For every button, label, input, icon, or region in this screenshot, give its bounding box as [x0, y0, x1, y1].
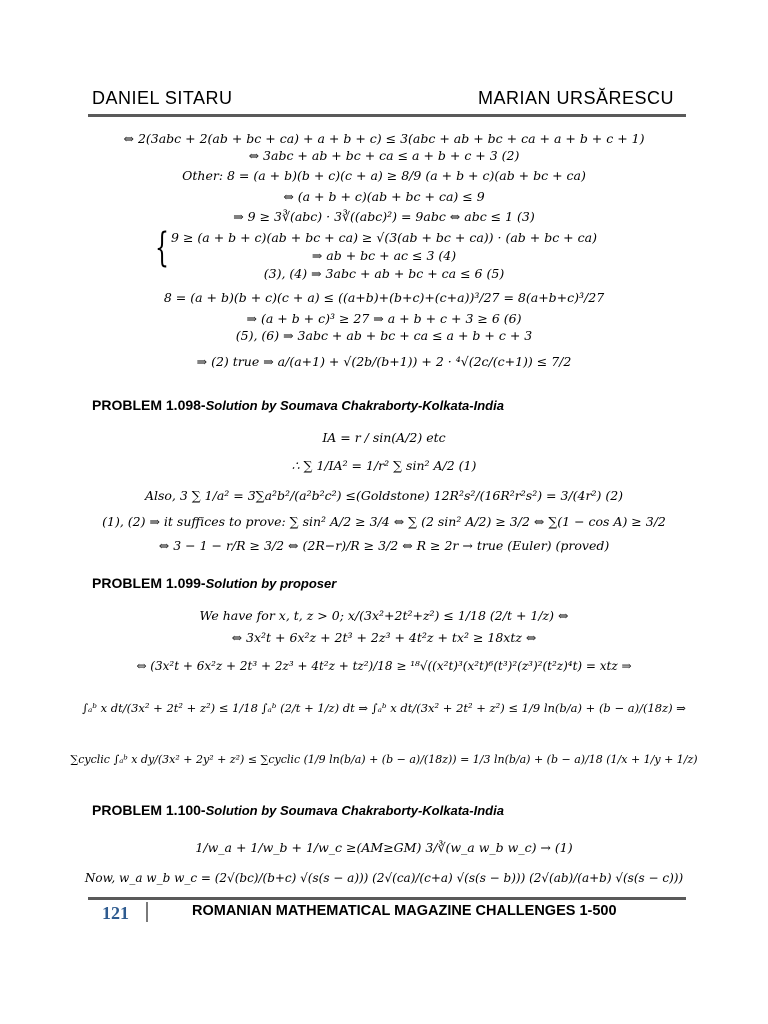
problem-byline: Solution by Soumava Chakraborty-Kolkata-India [205, 398, 504, 413]
footer-rule [88, 897, 686, 900]
problem-1098-heading [92, 397, 504, 413]
solution-line: 1/w_a + 1/w_b + 1/w_c ≥(AM≥GM) 3/∛(w_a w_b w_c) → (1) [195, 840, 573, 855]
proof-line: Other: 8 = (a + b)(b + c)(c + a) ≥ 8/9 (a + b + c)(ab + bc + ca) [182, 168, 586, 183]
proof-line: ⇒ 9 ≥ 3∛(abc) · 3∛((abc)²) = 9abc ⇔ abc ≤ 1 (3) [233, 209, 535, 224]
proof-line: ⇒ (a + b + c)³ ≥ 27 ⇒ a + b + c + 3 ≥ 6 (6) [246, 311, 522, 326]
proof-line: 9 ≥ (a + b + c)(ab + bc + ca) ≥ √(3(ab + bc + ca)) · (ab + bc + ca) [171, 230, 597, 245]
solution-line: Also, 3 ∑ 1/a² = 3∑a²b²/(a²b²c²) ≤(Goldstone) 12R²s²/(16R²r²s²) = 3/(4r²) (2) [144, 488, 624, 503]
solution-line: ⇔ (3x²t + 6x²z + 2t³ + 2z³ + 4t²z + tz²)/18 ≥ ¹⁸√((x²t)³(x²t)⁶(t³)²(z³)²(t²z)⁴t) = xtz ⇒ [136, 659, 632, 673]
proof-line: ⇒ ab + bc + ac ≤ 3 (4) [311, 248, 457, 263]
page-number: 121 [102, 903, 129, 923]
header-author-right: MARIAN URSĂRESCU [477, 88, 674, 108]
proof-line: ⇔ 3abc + ab + bc + ca ≤ a + b + c + 3 (2) [248, 148, 520, 163]
solution-line: ∴ ∑ 1/IA² = 1/r² ∑ sin² A/2 (1) [291, 458, 477, 473]
footer-title: ROMANIAN MATHEMATICAL MAGAZINE CHALLENGES 1-500 [192, 903, 617, 919]
solution-line: ⇔ 3 − 1 − r/R ≥ 3/2 ⇔ (2R−r)/R ≥ 3/2 ⇔ R ≥ 2r → true (Euler) (proved) [158, 538, 610, 553]
proof-line: (5), (6) ⇒ 3abc + ab + bc + ca ≤ a + b + c + 3 [235, 328, 533, 343]
proof-line: (3), (4) ⇒ 3abc + ab + bc + ca ≤ 6 (5) [263, 266, 505, 281]
solution-line: We have for x, t, z > 0; x/(3x²+2t²+z²) ≤ 1/18 (2/t + 1/z) ⇔ [199, 608, 569, 623]
solution-line: ∫ₐᵇ x dt/(3x² + 2t² + z²) ≤ 1/18 ∫ₐᵇ (2/t + 1/z) dt ⇒ ∫ₐᵇ x dt/(3x² + 2t² + z²) ≤ 1/9 ln(b/a) + (b − a)/(18z) ⇒ [82, 701, 686, 715]
solution-line: (1), (2) ⇒ it suffices to prove: ∑ sin² A/2 ≥ 3/4 ⇔ ∑ (2 sin² A/2) ≥ 3/2 ⇔ ∑(1 − cos A) ≥ 3/2 [102, 514, 666, 529]
header-rule [88, 114, 686, 117]
header-author-left: DANIEL SITARU [92, 88, 233, 108]
proof-line: ⇔ (a + b + c)(ab + bc + ca) ≤ 9 [283, 189, 485, 204]
problem-1099-heading [92, 575, 336, 591]
problem-byline: Solution by Soumava Chakraborty-Kolkata-India [205, 803, 504, 818]
proof-line: ⇔ 2(3abc + 2(ab + bc + ca) + a + b + c) ≤ 3(abc + ab + bc + ca + a + b + c + 1) [123, 131, 645, 146]
solution-line: ∑cyclic ∫ₐᵇ x dy/(3x² + 2y² + z²) ≤ ∑cyclic (1/9 ln(b/a) + (b − a)/(18z)) = 1/3 ln(b/a) + (b − a)/18 (1/x + 1/y + 1/z) [70, 753, 698, 766]
problem-title: PROBLEM 1.098- [92, 397, 206, 413]
problem-title: PROBLEM 1.099- [92, 575, 206, 591]
solution-line: Now, w_a w_b w_c = (2√(bc)/(b+c) √(s(s − a))) (2√(ca)/(c+a) √(s(s − b))) (2√(ab)/(a+b) √(s(s − c))) [84, 871, 684, 885]
problem-1100-heading [92, 802, 504, 818]
solution-line: ⇔ 3x²t + 6x²z + 2t³ + 2z³ + 4t²z + tx² ≥ 18xtz ⇔ [231, 630, 537, 645]
problem-title: PROBLEM 1.100- [92, 802, 206, 818]
system-brace: { [155, 225, 169, 271]
solution-line: IA = r / sin(A/2) etc [322, 430, 446, 445]
proof-line: 8 = (a + b)(b + c)(c + a) ≤ ((a+b)+(b+c)+(c+a))³/27 = 8(a+b+c)³/27 [163, 290, 605, 305]
problem-byline: Solution by proposer [205, 576, 337, 591]
footer-divider [146, 902, 148, 922]
proof-line: ⇒ (2) true ⇒ a/(a+1) + √(2b/(b+1)) + 2 · ⁴√(2c/(c+1)) ≤ 7/2 [196, 354, 572, 369]
